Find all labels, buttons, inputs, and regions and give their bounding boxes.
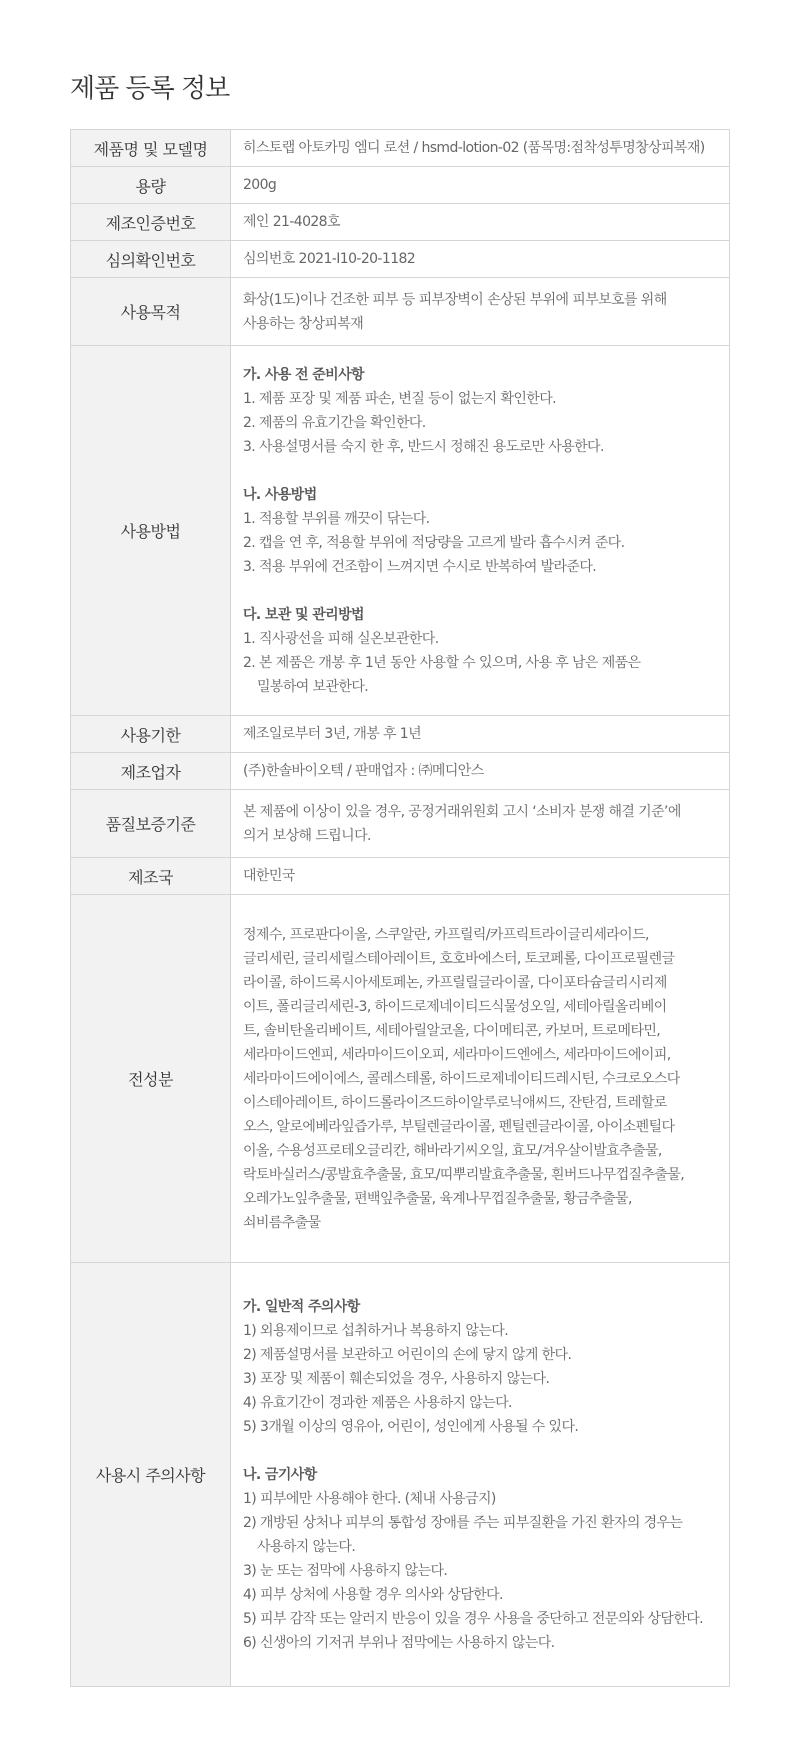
caution-item: 6) 신생아의 기저귀 부위나 점막에는 사용하지 않는다. bbox=[243, 1634, 555, 1651]
usage-item: 2. 본 제품은 개봉 후 1년 동안 사용할 수 있으며, 사용 후 남은 제품은 bbox=[243, 654, 641, 671]
row-value-caution bbox=[231, 1263, 730, 1687]
ingredients-line: 이스테아레이트, 하이드롤라이즈드하이알루로닉애씨드, 잔탄검, 트레할로 bbox=[243, 1094, 667, 1111]
ingredients-line: 쇠비름추출물 bbox=[243, 1214, 321, 1231]
caution-item: 2) 개방된 상처나 피부의 통합성 장애를 주는 피부질환을 가진 환자의 경우는 bbox=[243, 1514, 683, 1531]
table-row bbox=[71, 895, 730, 1263]
row-value-review: 심의번호 2021-I10-20-1182 bbox=[231, 241, 730, 278]
ingredients-line: 트, 솔비탄올리베이트, 세테아릴알코올, 다이메티콘, 카보머, 트로메타민, bbox=[243, 1022, 661, 1039]
table-row bbox=[71, 790, 730, 858]
row-value-maker: (주)한솔바이오텍 / 판매업자 : ㈜메디안스 bbox=[231, 753, 730, 790]
ingredients-line: 정제수, 프로판다이올, 스쿠알란, 카프릴릭/카프릭트라이글리세라이드, bbox=[243, 926, 649, 943]
table-row bbox=[71, 346, 730, 716]
usage-item-continuation: 밀봉하여 보관한다. bbox=[257, 678, 369, 695]
caution-item: 1) 피부에만 사용해야 한다. (체내 사용금지) bbox=[243, 1490, 496, 1507]
caution-section-title: 나. 금기사항 bbox=[243, 1466, 317, 1483]
ingredients-line: 오레가노잎추출물, 편백잎추출물, 육계나무껍질추출물, 황금추출물, bbox=[243, 1190, 632, 1207]
caution-section-title: 가. 일반적 주의사항 bbox=[243, 1298, 360, 1315]
row-value-model: 히스토랩 아토카밍 엠디 로션 / hsmd-lotion-02 (품목명:점착성투명창상피복재) bbox=[231, 130, 730, 167]
caution-item: 4) 유효기간이 경과한 제품은 사용하지 않는다. bbox=[243, 1394, 512, 1411]
row-value-volume: 200g bbox=[231, 167, 730, 204]
usage-item: 1. 제품 포장 및 제품 파손, 변질 등이 없는지 확인한다. bbox=[243, 390, 556, 407]
caution-item: 1) 외용제이므로 섭취하거나 복용하지 않는다. bbox=[243, 1322, 509, 1339]
table-row bbox=[71, 241, 730, 278]
row-label-purpose: 사용목적 bbox=[71, 278, 231, 346]
page-title: 제품 등록 정보 bbox=[70, 74, 230, 104]
purpose-line: 화상(1도)이나 건조한 피부 등 피부장벽이 손상된 부위에 피부보호를 위해 bbox=[243, 291, 667, 308]
row-value-warranty bbox=[231, 790, 730, 858]
row-value-country: 대한민국 bbox=[231, 858, 730, 895]
table-row bbox=[71, 130, 730, 167]
table-row bbox=[71, 716, 730, 753]
row-label-maker: 제조업자 bbox=[71, 753, 231, 790]
caution-item: 5) 피부 감작 또는 알러지 반응이 있을 경우 사용을 중단하고 전문의와 상담한다. bbox=[243, 1610, 704, 1627]
row-value-purpose bbox=[231, 278, 730, 346]
row-label-caution: 사용시 주의사항 bbox=[71, 1263, 231, 1687]
ingredients-line: 세라마이드에이에스, 콜레스테롤, 하이드로제네이티드레시틴, 수크로오스다 bbox=[243, 1070, 680, 1087]
ingredients-line: 이올, 수용성프로테오글리칸, 해바라기씨오일, 효모/겨우살이발효추출물, bbox=[243, 1142, 662, 1159]
row-label-volume: 용량 bbox=[71, 167, 231, 204]
row-label-usage: 사용방법 bbox=[71, 346, 231, 716]
ingredients-line: 라이콜, 하이드록시아세토페논, 카프릴릴글라이콜, 다이포타슘글리시리제 bbox=[243, 974, 667, 991]
table-row bbox=[71, 278, 730, 346]
row-label-model: 제품명 및 모델명 bbox=[71, 130, 231, 167]
usage-section-title: 가. 사용 전 준비사항 bbox=[243, 366, 364, 383]
usage-item: 1. 적용할 부위를 깨끗이 닦는다. bbox=[243, 510, 430, 527]
usage-item: 3. 사용설명서를 숙지 한 후, 반드시 정해진 용도로만 사용한다. bbox=[243, 438, 604, 455]
ingredients-line: 세라마이드엔피, 세라마이드이오피, 세라마이드엔에스, 세라마이드에이피, bbox=[243, 1046, 671, 1063]
row-label-country: 제조국 bbox=[71, 858, 231, 895]
usage-item: 3. 적용 부위에 건조함이 느껴지면 수시로 반복하여 발라준다. bbox=[243, 558, 597, 575]
ingredients-line: 이트, 폴리글리세린-3, 하이드로제네이티드식물성오일, 세테아릴올리베이 bbox=[243, 998, 667, 1015]
ingredients-line: 오스, 알로에베라잎즙가루, 부틸렌글라이콜, 펜틸렌글라이콜, 아이소펜틸다 bbox=[243, 1118, 675, 1135]
row-label-review: 심의확인번호 bbox=[71, 241, 231, 278]
caution-item: 5) 3개월 이상의 영유아, 어린이, 성인에게 사용될 수 있다. bbox=[243, 1418, 579, 1435]
caution-item: 3) 포장 및 제품이 훼손되었을 경우, 사용하지 않는다. bbox=[243, 1370, 550, 1387]
table-row bbox=[71, 204, 730, 241]
caution-item: 4) 피부 상처에 사용할 경우 의사와 상담한다. bbox=[243, 1586, 503, 1603]
table-row bbox=[71, 1263, 730, 1687]
warranty-line: 본 제품에 이상이 있을 경우, 공정거래위원회 고시 ‘소비자 분쟁 해결 기준’에 bbox=[243, 803, 681, 820]
row-label-expiry: 사용기한 bbox=[71, 716, 231, 753]
row-value-ingredients bbox=[231, 895, 730, 1263]
row-label-cert: 제조인증번호 bbox=[71, 204, 231, 241]
usage-item: 1. 직사광선을 피해 실온보관한다. bbox=[243, 630, 439, 647]
table-row bbox=[71, 167, 730, 204]
caution-item: 2) 제품설명서를 보관하고 어린이의 손에 닿지 않게 한다. bbox=[243, 1346, 572, 1363]
row-value-cert: 제인 21-4028호 bbox=[231, 204, 730, 241]
ingredients-line: 락토바실러스/콩발효추출물, 효모/띠뿌리발효추출물, 흰버드나무껍질추출물, bbox=[243, 1166, 685, 1183]
caution-item: 3) 눈 또는 점막에 사용하지 않는다. bbox=[243, 1562, 448, 1579]
product-info-table bbox=[70, 129, 730, 1687]
warranty-line: 의거 보상해 드립니다. bbox=[243, 827, 371, 844]
purpose-line: 사용하는 창상피복재 bbox=[243, 315, 364, 332]
row-value-usage bbox=[231, 346, 730, 716]
caution-item-continuation: 사용하지 않는다. bbox=[257, 1538, 356, 1555]
table-row bbox=[71, 858, 730, 895]
row-label-warranty: 품질보증기준 bbox=[71, 790, 231, 858]
row-label-ingredients: 전성분 bbox=[71, 895, 231, 1263]
usage-item: 2. 제품의 유효기간을 확인한다. bbox=[243, 414, 426, 431]
usage-item: 2. 캡을 연 후, 적용할 부위에 적당량을 고르게 발라 흡수시켜 준다. bbox=[243, 534, 625, 551]
ingredients-line: 글리세린, 글리세릴스테아레이트, 호호바에스터, 토코페롤, 다이프로필렌글 bbox=[243, 950, 675, 967]
table-row bbox=[71, 753, 730, 790]
usage-section-title: 다. 보관 및 관리방법 bbox=[243, 606, 364, 623]
usage-section-title: 나. 사용방법 bbox=[243, 486, 317, 503]
row-value-expiry: 제조일로부터 3년, 개봉 후 1년 bbox=[231, 716, 730, 753]
